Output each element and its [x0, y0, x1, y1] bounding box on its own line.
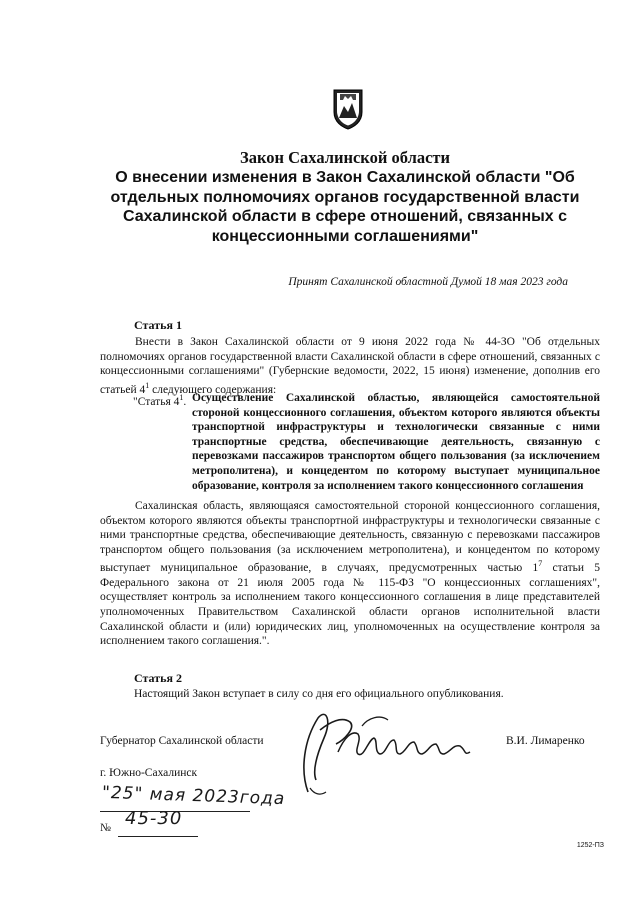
article-1-text	[100, 335, 600, 397]
city: г. Южно-Сахалинск	[100, 767, 198, 779]
article-2-text: Настоящий Закон вступает в силу со дня его официального опубликования.	[134, 688, 504, 700]
inserted-article-number	[133, 391, 186, 409]
adoption-note: Принят Сахалинской областной Думой 18 мая 2023 года	[288, 276, 568, 288]
inserted-article-body	[100, 499, 600, 649]
inserted-body-part-a: Сахалинская область, являющаяся самостоятельной стороной концессионного соглашения, объектом которого являются объекты транспортной инфраструктуры и технологически связанные с ними транспортные средства, обеспечивающие деятельность, связанную с перевозками пассажиров транспортом общего пользования (за исключением метрополитена), и концедентом по которому выступает муниципальное образование, в случаях, предусмотренных частью 1	[100, 500, 600, 575]
handwritten-number: 45-30	[125, 808, 183, 829]
coat-of-arms-emblem	[331, 88, 365, 130]
inserted-body-part-b: статьи 5 Федерального закона от 21 июля 2005 года № 115-ФЗ "О концессионных соглашениях", осуществляет контроль за исполнением такого концессионного соглашения в лице представителей уполномоченных Правительством Сахалинской области органов исполнительной власти Сахалинской области и (или) юридических лиц, уполномоченных на осуществление контроля за исполнением такого соглашения.".	[100, 562, 600, 648]
inserted-article-number-tail: .	[183, 395, 187, 408]
title-subject: О внесении изменения в Закон Сахалинской области "Об отдельных полномочиях органов государственной власти Сахалинской области в сфере отношений, связанных с концессионными соглашениями"	[110, 169, 580, 245]
handwritten-date: "25" мая 2023года	[101, 782, 286, 810]
signer-name: В.И. Лимаренко	[506, 735, 585, 747]
number-mark: №	[100, 822, 111, 834]
article-1-text-main: Внести в Закон Сахалинской области от 9 июня 2022 года № 44-ЗО "Об отдельных полномочиях органов государственной власти Сахалинской области в сфере отношений, связанных с концессионными соглашениями" (Губернские ведомости, 2022, 15 июня) изменение, дополнив его статьей 4	[100, 336, 600, 396]
inserted-article-number-main: "Статья 4	[133, 395, 180, 408]
inserted-article-heading: Осуществление Сахалинской областью, являющейся самостоятельной стороной концессионного соглашения, объектом которого являются объекты транспортной инфраструктуры и технологически связанные с ними транспортные средства, обеспечивающие деятельность, связанную с перевозками пассажиров транспортом общего пользования (за исключением метрополитена), и концедентом по которому выступает муниципальное образование, контроля за исполнением такого концессионного соглашения	[192, 392, 600, 492]
document-code: 1252-ПЗ	[576, 842, 604, 849]
handwritten-signature	[270, 700, 500, 800]
article-1-text-sup: 1	[145, 380, 150, 390]
article-2-heading: Статья 2	[134, 671, 182, 685]
title-law-name: Закон Сахалинской области	[239, 148, 451, 167]
signer-position: Губернатор Сахалинской области	[100, 735, 264, 747]
inserted-body-sup: 7	[538, 559, 543, 569]
article-1-heading: Статья 1	[134, 318, 182, 332]
article-1-text-tail: следующего содержания:	[149, 383, 277, 396]
inserted-article-number-sup: 1	[179, 393, 184, 402]
document-title	[90, 148, 600, 246]
